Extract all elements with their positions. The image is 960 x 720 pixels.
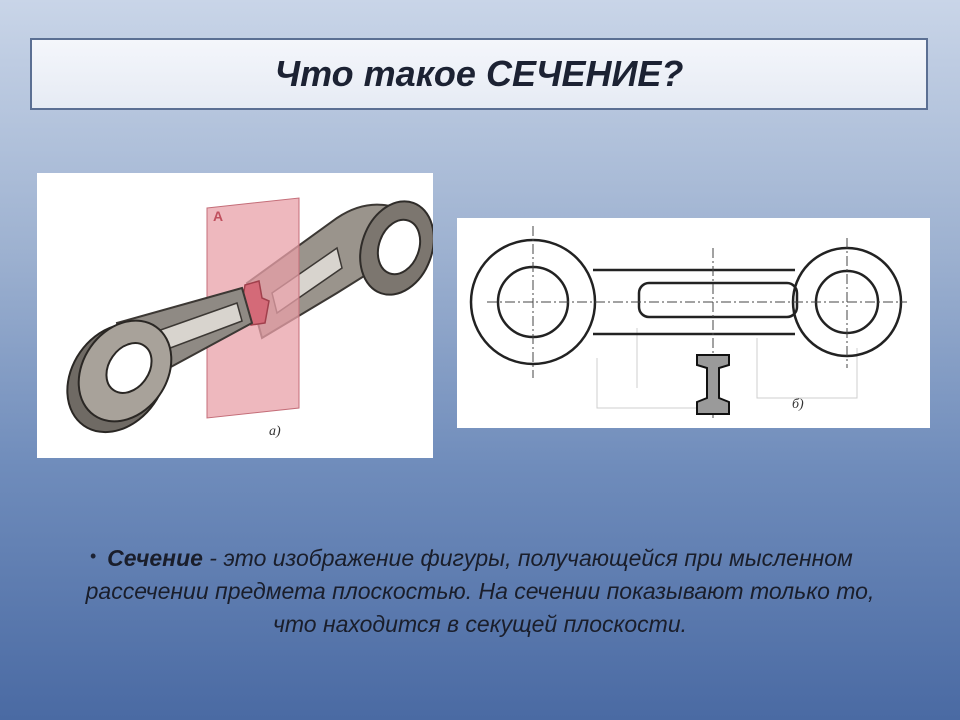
center-lines [487,226,907,418]
figure-a-isometric [37,173,433,458]
slide-title-box [30,38,928,110]
i-beam-section [697,355,729,414]
connecting-rod-isometric-drawing [37,173,433,458]
figure-b-orthographic [457,218,930,428]
connecting-rod-orthographic-drawing [457,218,930,428]
figure-a-caption: а) [269,424,281,439]
faint-background-lines [597,328,857,408]
definition-body: - это изображение фигуры, получающейся при мысленном рассечении предмета плоскостью. На сечении показывают только то, что находится в секущей плоскости. [85,545,875,637]
plane-letter: А [213,208,224,224]
bullet-dot-icon: • [90,546,97,566]
definition-term: Сечение [107,545,203,571]
slide-title: Что такое СЕЧЕНИЕ? [274,53,684,94]
definition-text [85,542,875,641]
figure-b-caption: б) [792,397,804,412]
definition-bullet [85,542,875,641]
